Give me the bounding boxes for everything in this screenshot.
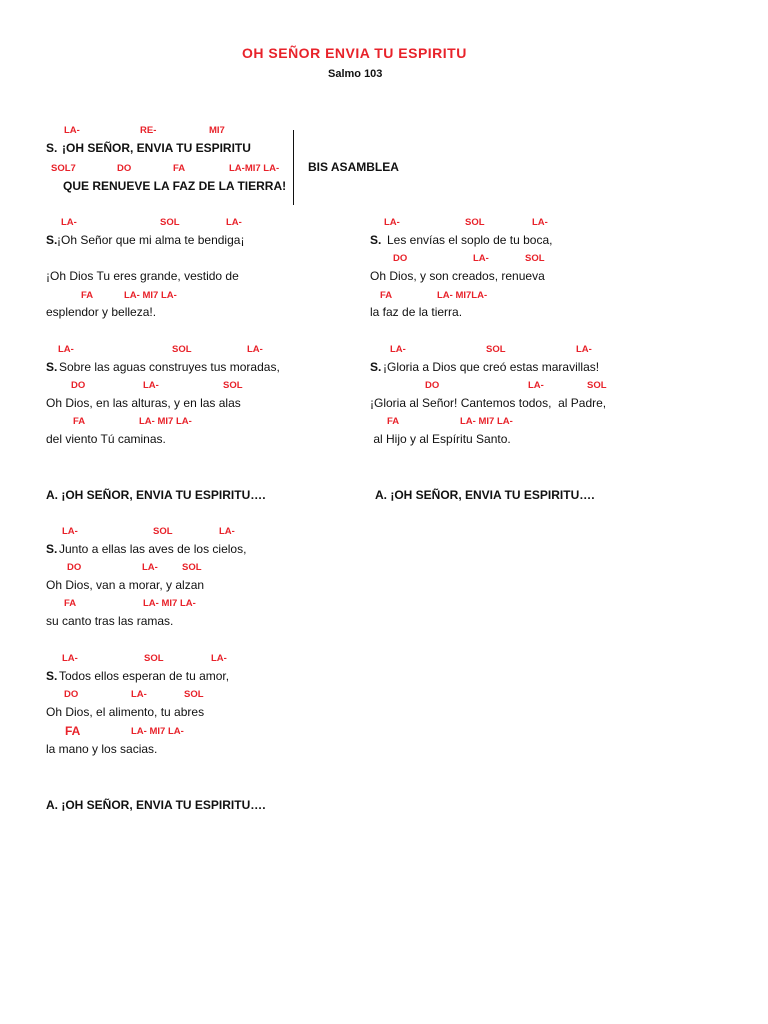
bis-label: BIS ASAMBLEA [308,160,399,174]
chord: DO [425,380,440,391]
chord: LA- [61,217,77,228]
chord: LA- [226,217,242,228]
bis-divider [293,130,294,205]
lyric-line: Junto a ellas las aves de los cielos, [59,542,247,556]
lyric-line: esplendor y belleza!. [46,305,157,319]
chord: LA- [384,217,400,228]
lyric-line: Oh Dios, el alimento, tu abres [46,705,205,719]
chord: SOL [182,562,202,573]
chord: DO [67,562,82,573]
chord: LA- [64,125,80,136]
lyric-line: Oh Dios, van a morar, y alzan [46,578,205,592]
chord: LA- [576,344,592,355]
lyric-line: la mano y los sacias. [46,742,158,756]
lyric-line: ¡Gloria a Dios que creó estas maravillas! [383,360,600,374]
chord: FA [173,163,186,174]
chord: SOL7 [51,163,76,174]
song-subtitle: Salmo 103 [328,68,383,80]
chord: LA- MI7 LA- [460,416,513,427]
chord: SOL [144,653,164,664]
chorus-line-2: QUE RENUEVE LA FAZ DE LA TIERRA! [63,179,287,193]
chord: DO [71,380,86,391]
chorus-prefix: S. [46,141,58,155]
verse-prefix: S. [46,669,58,683]
verse-prefix: S. [370,233,382,247]
chord: LA- [247,344,263,355]
lyric-line: la faz de la tierra. [370,305,463,319]
chord: LA- MI7 LA- [131,726,184,737]
chord: LA- [58,344,74,355]
chord: FA [387,416,400,427]
song-title: OH SEÑOR ENVIA TU ESPIRITU [242,45,467,61]
chord: LA- MI7 LA- [124,290,177,301]
chord: FA [380,290,393,301]
verse-prefix: S. [370,360,382,374]
chord: DO [393,253,408,264]
chord: LA- [131,689,147,700]
lyric-line: ¡Oh Dios Tu eres grande, vestido de [46,269,239,283]
lyric-line: Les envías el soplo de tu boca, [387,233,553,247]
lyric-line: Oh Dios, en las alturas, y en las alas [46,396,241,410]
chord: DO [117,163,132,174]
chord: LA- [390,344,406,355]
chord: SOL [153,526,173,537]
chord: LA-MI7 LA- [229,163,280,174]
chord: LA- [532,217,548,228]
refrain-line: A. ¡OH SEÑOR, ENVIA TU ESPIRITU…. [46,798,266,812]
chord: FA [64,598,77,609]
chord: FA [81,290,94,301]
chord: SOL [587,380,607,391]
verse-prefix: S. [46,360,58,374]
chord: LA- MI7 LA- [139,416,192,427]
chord: LA- [528,380,544,391]
chord: RE- [140,125,157,136]
chord: SOL [486,344,506,355]
chord: SOL [160,217,180,228]
chord: LA- MI7 LA- [143,598,196,609]
lyric-line: ¡Gloria al Señor! Cantemos todos, al Padre, [370,396,607,410]
lyric-line: Sobre las aguas construyes tus moradas, [59,360,280,374]
chord: LA- [211,653,227,664]
lyric-line: ¡Oh Señor que mi alma te bendiga¡ [57,233,245,247]
chord: LA- MI7LA- [437,290,488,301]
chord: FA [73,416,86,427]
chorus-line-1: ¡OH SEÑOR, ENVIA TU ESPIRITU [62,141,251,155]
chord: LA- [219,526,235,537]
lyric-line: al Hijo y al Espíritu Santo. [370,432,511,446]
refrain-line: A. ¡OH SEÑOR, ENVIA TU ESPIRITU…. [375,488,595,502]
chord: SOL [465,217,485,228]
lyric-line: Oh Dios, y son creados, renueva [370,269,545,283]
chord: LA- [143,380,159,391]
verse-prefix: S. [46,233,58,247]
chord: LA- [473,253,489,264]
lyric-line: Todos ellos esperan de tu amor, [59,669,230,683]
chord: MI7 [209,125,225,136]
chord: SOL [184,689,204,700]
chord: SOL [525,253,545,264]
lyric-line: del viento Tú caminas. [46,432,166,446]
lyric-line: su canto tras las ramas. [46,614,174,628]
chord: SOL [223,380,243,391]
refrain-line: A. ¡OH SEÑOR, ENVIA TU ESPIRITU…. [46,488,266,502]
verse-prefix: S. [46,542,58,556]
chord: LA- [62,526,78,537]
chord: DO [64,689,79,700]
chord: LA- [62,653,78,664]
chord: SOL [172,344,192,355]
chord: LA- [142,562,158,573]
chord: FA [65,724,81,738]
